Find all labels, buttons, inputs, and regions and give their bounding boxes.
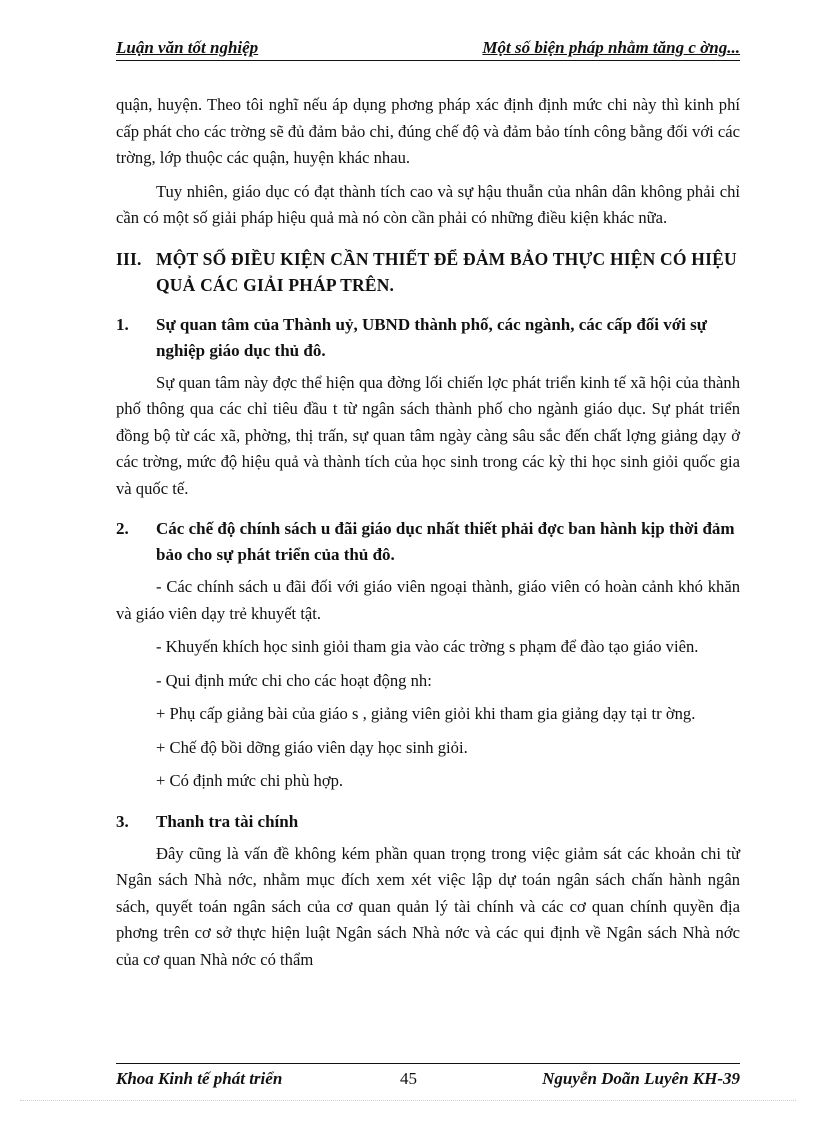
list-item: + Chế độ bồi dỡng giáo viên dạy học sinh giỏi. [156,737,468,757]
subheading-number: 2. [116,519,129,538]
document-body [116,92,740,980]
paragraph-continuation: quận, huyện. Theo tôi nghĩ nếu áp dụng phơng pháp xác định định mức chi này thì kinh phí cấp phát cho các trờng sẽ đủ đảm bảo chi, đúng chế độ và đảm bảo tính công bằng đối với các trờng, lớp thuộc các quận, huyện khác nhau. [116,95,740,167]
paragraph-city-attention: Sự quan tâm này đợc thể hiện qua đờng lối chiến lợc phát triển kinh tế xã hội của thành phố thông qua các chỉ tiêu đầu t từ ngân sách thành phố cho ngành giáo dục. Sự phát triển đồng bộ từ các xã, phờng, thị trấn, sự quan tâm ngày càng sâu sắc đến chất lợng giảng dạy ở các trờng, mức độ hiệu quả và thành tích của học sinh trong các kỳ thi học sinh giỏi quốc gia và quốc tế. [116,372,740,498]
list-item: - Qui định mức chi cho các hoạt động nh: [156,670,432,690]
list-item: - Các chính sách u đãi đối với giáo viên ngoại thành, giáo viên có hoàn cảnh khó khăn và giáo viên dạy trẻ khuyết tật. [116,577,740,623]
subheading-title: Sự quan tâm của Thành uỷ, UBND thành phố, các ngành, các cấp đối với sự nghiệp giáo dục thủ đô. [156,314,707,360]
subheading-3 [116,809,740,835]
list-item: + Phụ cấp giảng bài của giáo s , giảng viên giỏi khi tham gia giảng dạy tại tr ờng. [156,704,696,723]
page-footer [116,1063,740,1092]
list-item: - Khuyến khích học sinh giỏi tham gia vào các trờng s phạm để đào tạo giáo viên. [156,637,699,656]
section-heading-iii [116,246,740,298]
section-number: III. [116,248,142,269]
paragraph-intro: Tuy nhiên, giáo dục có đạt thành tích cao và sự hậu thuẫn của nhân dân không phải chỉ cần có một số giải pháp hiệu quả mà nó còn cần phải có những điều kiện khác nữa. [116,181,740,227]
paragraph-finance-inspection: Đây cũng là vấn đề không kém phần quan trọng trong việc giảm sát các khoản chi từ Ngân sách Nhà nớc, nhằm mục đích xem xét việc lập dự toán ngân sách chấn hành ngân sách, quyết toán ngân sách của cơ quan quản lý tài chính và các cơ quan chính quyền địa phơng trên cơ sở thực hiện luật Ngân sách Nhà nớc và các qui định về Ngân sách Nhà nớc của cơ quan Nhà nớc có thẩm [116,843,740,969]
subheading-title: Thanh tra tài chính [156,811,299,831]
subheading-1 [116,312,740,364]
subheading-number: 3. [116,811,129,831]
subheading-title: Các chế độ chính sách u đãi giáo dục nhất thiết phải đợc ban hành kịp thời đảm bảo cho sự phát triển của thủ đô. [156,519,735,564]
footer-faculty: Khoa Kinh tế phát triển [116,1069,283,1088]
subheading-2 [116,516,740,568]
page-bottom-divider [20,1100,796,1101]
header-right-title: Một số biện pháp nhằm tăng c ờng... [482,38,740,57]
page-header [116,38,740,61]
section-title: MỘT SỐ ĐIỀU KIỆN CẦN THIẾT ĐỂ ĐẢM BẢO THỰC HIỆN CÓ HIỆU QUẢ CÁC GIẢI PHÁP TRÊN. [156,248,737,295]
footer-author: Nguyễn Doãn Luyên KH-39 [542,1069,740,1088]
subheading-number: 1. [116,314,129,334]
header-left-title: Luận văn tốt nghiệp [116,38,259,57]
list-item: + Có định mức chi phù hợp. [156,771,344,790]
page-number: 45 [400,1069,417,1088]
